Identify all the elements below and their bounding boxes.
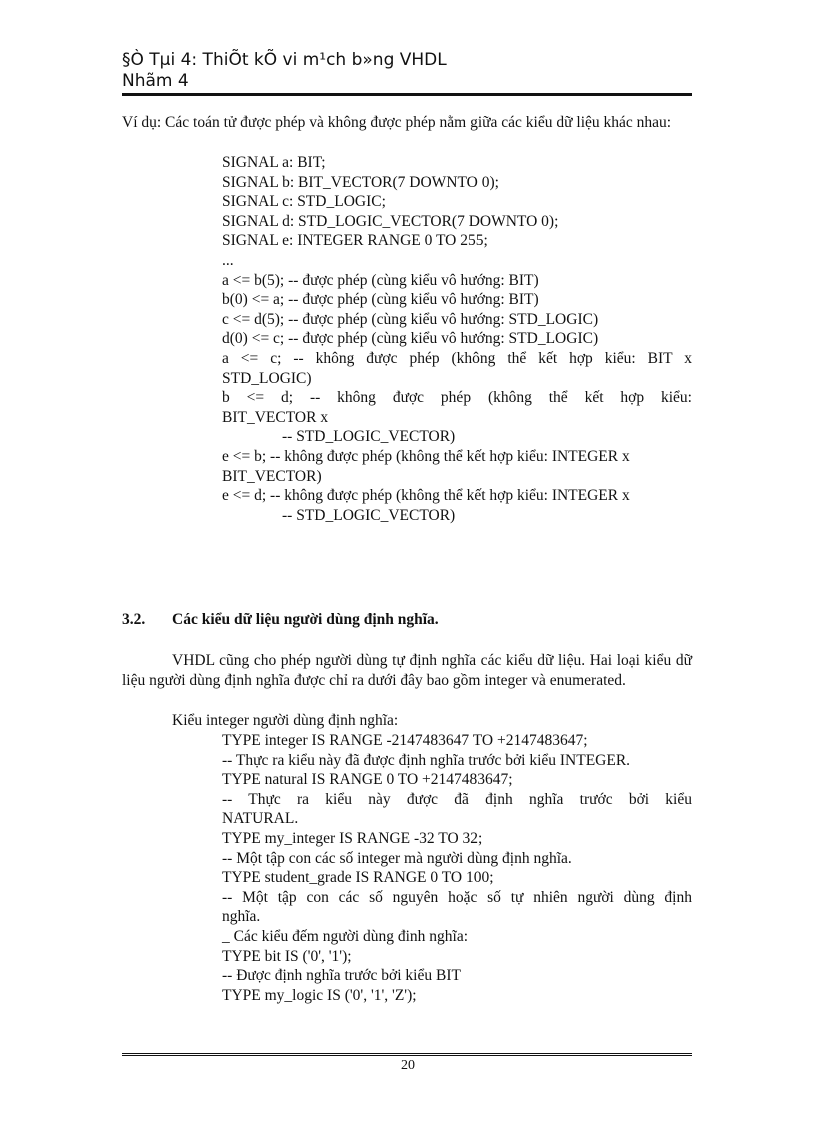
code-line: a <= c; -- không được phép (không thể kết hợp kiểu: BIT x (222, 349, 692, 367)
footer-divider (122, 1053, 692, 1057)
code-line: SIGNAL e: INTEGER RANGE 0 TO 255; (222, 232, 488, 250)
code-line: NATURAL. (222, 810, 299, 828)
header-divider (122, 93, 692, 96)
code-line: -- Thực ra kiểu này đã được định nghĩa trước bởi kiểu INTEGER. (222, 751, 631, 769)
integer-heading: Kiểu integer người dùng định nghĩa: (172, 712, 399, 729)
code-line: d(0) <= c; -- được phép (cùng kiểu vô hướng: STD_LOGIC) (222, 330, 599, 348)
code-line: nghĩa. (222, 908, 261, 926)
page-number: 20 (401, 1058, 415, 1073)
code-line: -- STD_LOGIC_VECTOR) (282, 428, 456, 446)
code-line: -- Một tập con các số nguyên hoặc số tự nhiên người dùng định (222, 888, 692, 906)
section-title: Các kiểu dữ liệu người dùng định nghĩa. (172, 611, 439, 628)
code-line: a <= b(5); -- được phép (cùng kiểu vô hướng: BIT) (222, 271, 539, 289)
code-line: -- STD_LOGIC_VECTOR) (282, 506, 456, 524)
section-number: 3.2. (122, 611, 146, 628)
code-line: _ Các kiểu đếm người dùng đinh nghĩa: (222, 927, 469, 945)
code-line: TYPE my_logic IS ('0', '1', 'Z'); (222, 986, 417, 1004)
type-code-block (222, 731, 692, 1005)
header-subtitle: Nhãm 4 (122, 71, 189, 91)
example-code-block (222, 153, 692, 525)
code-line: -- Một tập con các số integer mà người dùng định nghĩa. (222, 849, 572, 867)
code-line: e <= b; -- không được phép (không thể kết hợp kiểu: INTEGER x (222, 447, 630, 465)
code-line: e <= d; -- không được phép (không thể kết hợp kiểu: INTEGER x (222, 487, 630, 505)
code-line: SIGNAL d: STD_LOGIC_VECTOR(7 DOWNTO 0); (222, 212, 559, 230)
code-line: SIGNAL b: BIT_VECTOR(7 DOWNTO 0); (222, 173, 499, 191)
section-heading (122, 610, 439, 630)
code-line: SIGNAL c: STD_LOGIC; (222, 193, 386, 211)
code-line: b <= d; -- không được phép (không thể kết hợp kiểu: (222, 389, 692, 407)
code-line: b(0) <= a; -- được phép (cùng kiểu vô hướng: BIT) (222, 291, 539, 309)
code-line: c <= d(5); -- được phép (cùng kiểu vô hướng: STD_LOGIC) (222, 310, 599, 328)
code-line: -- Được định nghĩa trước bởi kiểu BIT (222, 967, 461, 985)
code-line: TYPE my_integer IS RANGE -32 TO 32; (222, 829, 483, 847)
code-line: TYPE natural IS RANGE 0 TO +2147483647; (222, 771, 513, 789)
section-paragraph: VHDL cũng cho phép người dùng tự định nghĩa các kiểu dữ liệu. Hai loại kiểu dữ liệu người dùng định nghĩa được chỉ ra dưới đây bao gồm integer và enumerated. (122, 652, 692, 689)
code-line: STD_LOGIC) (222, 369, 312, 387)
header-title: §Ò Tµi 4: ThiÕt kÕ vi m¹ch b»ng VHDL (122, 50, 447, 70)
code-line: BIT_VECTOR) (222, 467, 322, 485)
code-line: ... (222, 251, 234, 269)
code-line: SIGNAL a: BIT; (222, 154, 326, 171)
code-line: TYPE bit IS ('0', '1'); (222, 947, 352, 965)
example-intro: Ví dụ: Các toán tử được phép và không được phép nằm giữa các kiểu dữ liệu khác nhau: (122, 114, 672, 131)
code-line: BIT_VECTOR x (222, 408, 329, 426)
code-line: TYPE student_grade IS RANGE 0 TO 100; (222, 869, 494, 887)
code-line: TYPE integer IS RANGE -2147483647 TO +2147483647; (222, 732, 588, 749)
code-line: -- Thực ra kiểu này được đã định nghĩa trước bởi kiểu (222, 790, 692, 808)
